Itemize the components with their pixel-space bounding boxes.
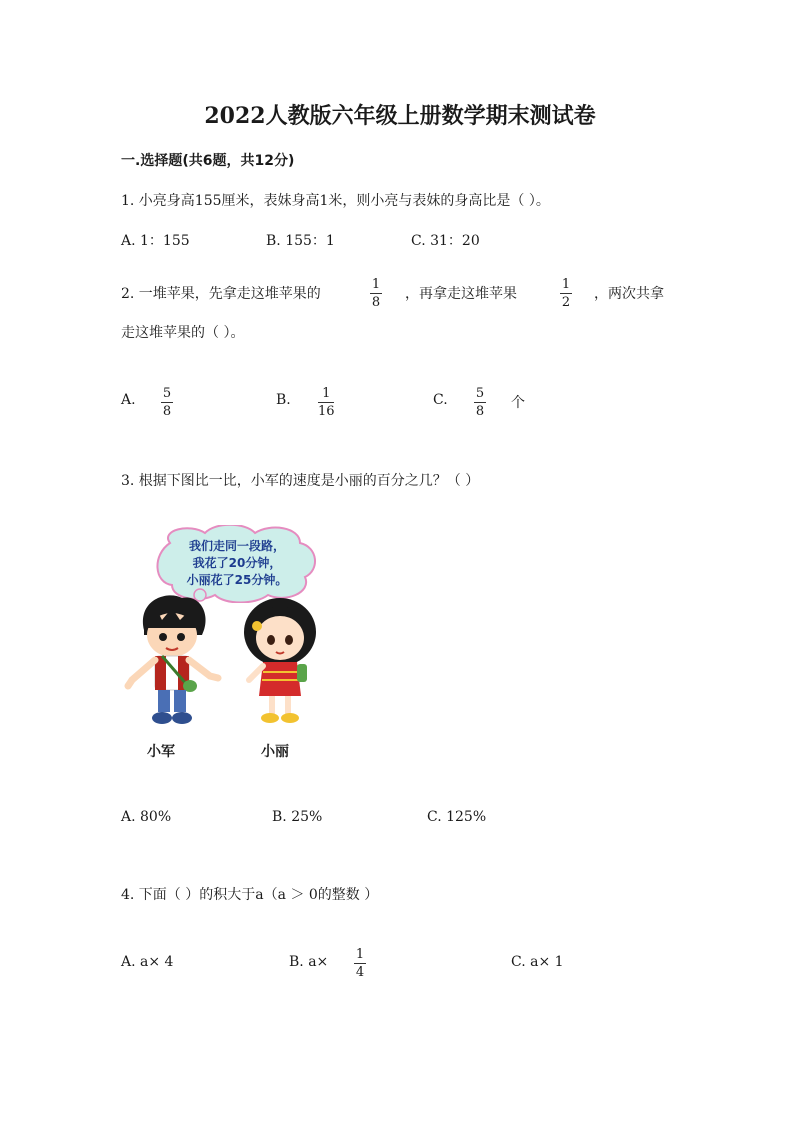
fraction-denominator: 2 bbox=[561, 295, 571, 310]
question-3-option-c: C. 125% bbox=[427, 809, 487, 825]
question-2-option-a-fraction bbox=[161, 386, 173, 419]
question-2-option-c-suffix: 个 bbox=[511, 395, 525, 411]
question-1-option-c: C. 31：20 bbox=[411, 233, 480, 249]
fraction-bar bbox=[560, 293, 572, 294]
speech-bubble-text bbox=[162, 538, 312, 589]
fraction-denominator: 16 bbox=[318, 404, 335, 419]
question-2-fraction-2 bbox=[560, 277, 572, 310]
question-4-option-b-fraction bbox=[354, 947, 366, 980]
boy-illustration bbox=[122, 590, 222, 730]
bubble-line-3: 小丽花了25分钟。 bbox=[186, 573, 288, 587]
fraction-numerator: 1 bbox=[355, 947, 365, 962]
question-3-option-a: A. 80% bbox=[121, 809, 172, 825]
fraction-denominator: 8 bbox=[371, 295, 381, 310]
question-4-option-c: C. a× 1 bbox=[511, 954, 564, 970]
question-2-text-part2: ，再拿走这堆苹果 bbox=[405, 286, 517, 302]
question-2-fraction-1 bbox=[370, 277, 382, 310]
question-4-option-b-label: B. a× bbox=[289, 954, 329, 970]
question-3-option-b: B. 25% bbox=[272, 809, 323, 825]
question-1-option-a: A. 1：155 bbox=[121, 233, 190, 249]
fraction-numerator: 5 bbox=[162, 386, 172, 401]
fraction-denominator: 4 bbox=[355, 965, 365, 980]
question-1-text: 1. 小亮身高155厘米，表妹身高1米，则小亮与表妹的身高比是（ ）。 bbox=[121, 193, 550, 209]
page-title: 2022人教版六年级上册数学期末测试卷 bbox=[204, 103, 596, 129]
question-2-text-part1: 2. 一堆苹果，先拿走这堆苹果的 bbox=[121, 286, 321, 302]
fraction-denominator: 8 bbox=[162, 404, 172, 419]
fraction-numerator: 1 bbox=[371, 277, 381, 292]
question-2-option-b-label: B. bbox=[276, 392, 291, 408]
fraction-bar bbox=[318, 402, 334, 403]
question-2-option-b-fraction bbox=[318, 386, 335, 419]
fraction-bar bbox=[161, 402, 173, 403]
question-4-text: 4. 下面（ ）的积大于a（a ＞ 0的整数 ） bbox=[121, 887, 379, 903]
question-2-option-c-fraction bbox=[474, 386, 486, 419]
question-2-option-c-label: C. bbox=[433, 392, 448, 408]
girl-label: 小丽 bbox=[261, 744, 289, 760]
fraction-numerator: 5 bbox=[475, 386, 485, 401]
question-2-option-a-label: A. bbox=[121, 392, 136, 408]
fraction-numerator: 1 bbox=[561, 277, 571, 292]
question-1-option-b: B. 155：1 bbox=[266, 233, 335, 249]
boy-label: 小军 bbox=[147, 744, 175, 760]
question-3-text: 3. 根据下图比一比，小军的速度是小丽的百分之几？（ ） bbox=[121, 473, 480, 489]
bubble-line-2: 我花了20分钟， bbox=[192, 556, 282, 570]
girl-illustration bbox=[235, 592, 325, 730]
question-4-option-a: A. a× 4 bbox=[121, 954, 174, 970]
question-2-text-part3: ，两次共拿 bbox=[594, 286, 664, 302]
question-2-text-part4: 走这堆苹果的（ ）。 bbox=[121, 325, 245, 341]
bubble-line-1: 我们走同一段路， bbox=[188, 539, 285, 553]
fraction-bar bbox=[370, 293, 382, 294]
fraction-denominator: 8 bbox=[475, 404, 485, 419]
fraction-bar bbox=[474, 402, 486, 403]
section-heading: 一.选择题(共6题，共12分) bbox=[121, 153, 295, 169]
fraction-numerator: 1 bbox=[322, 386, 331, 401]
fraction-bar bbox=[354, 963, 366, 964]
